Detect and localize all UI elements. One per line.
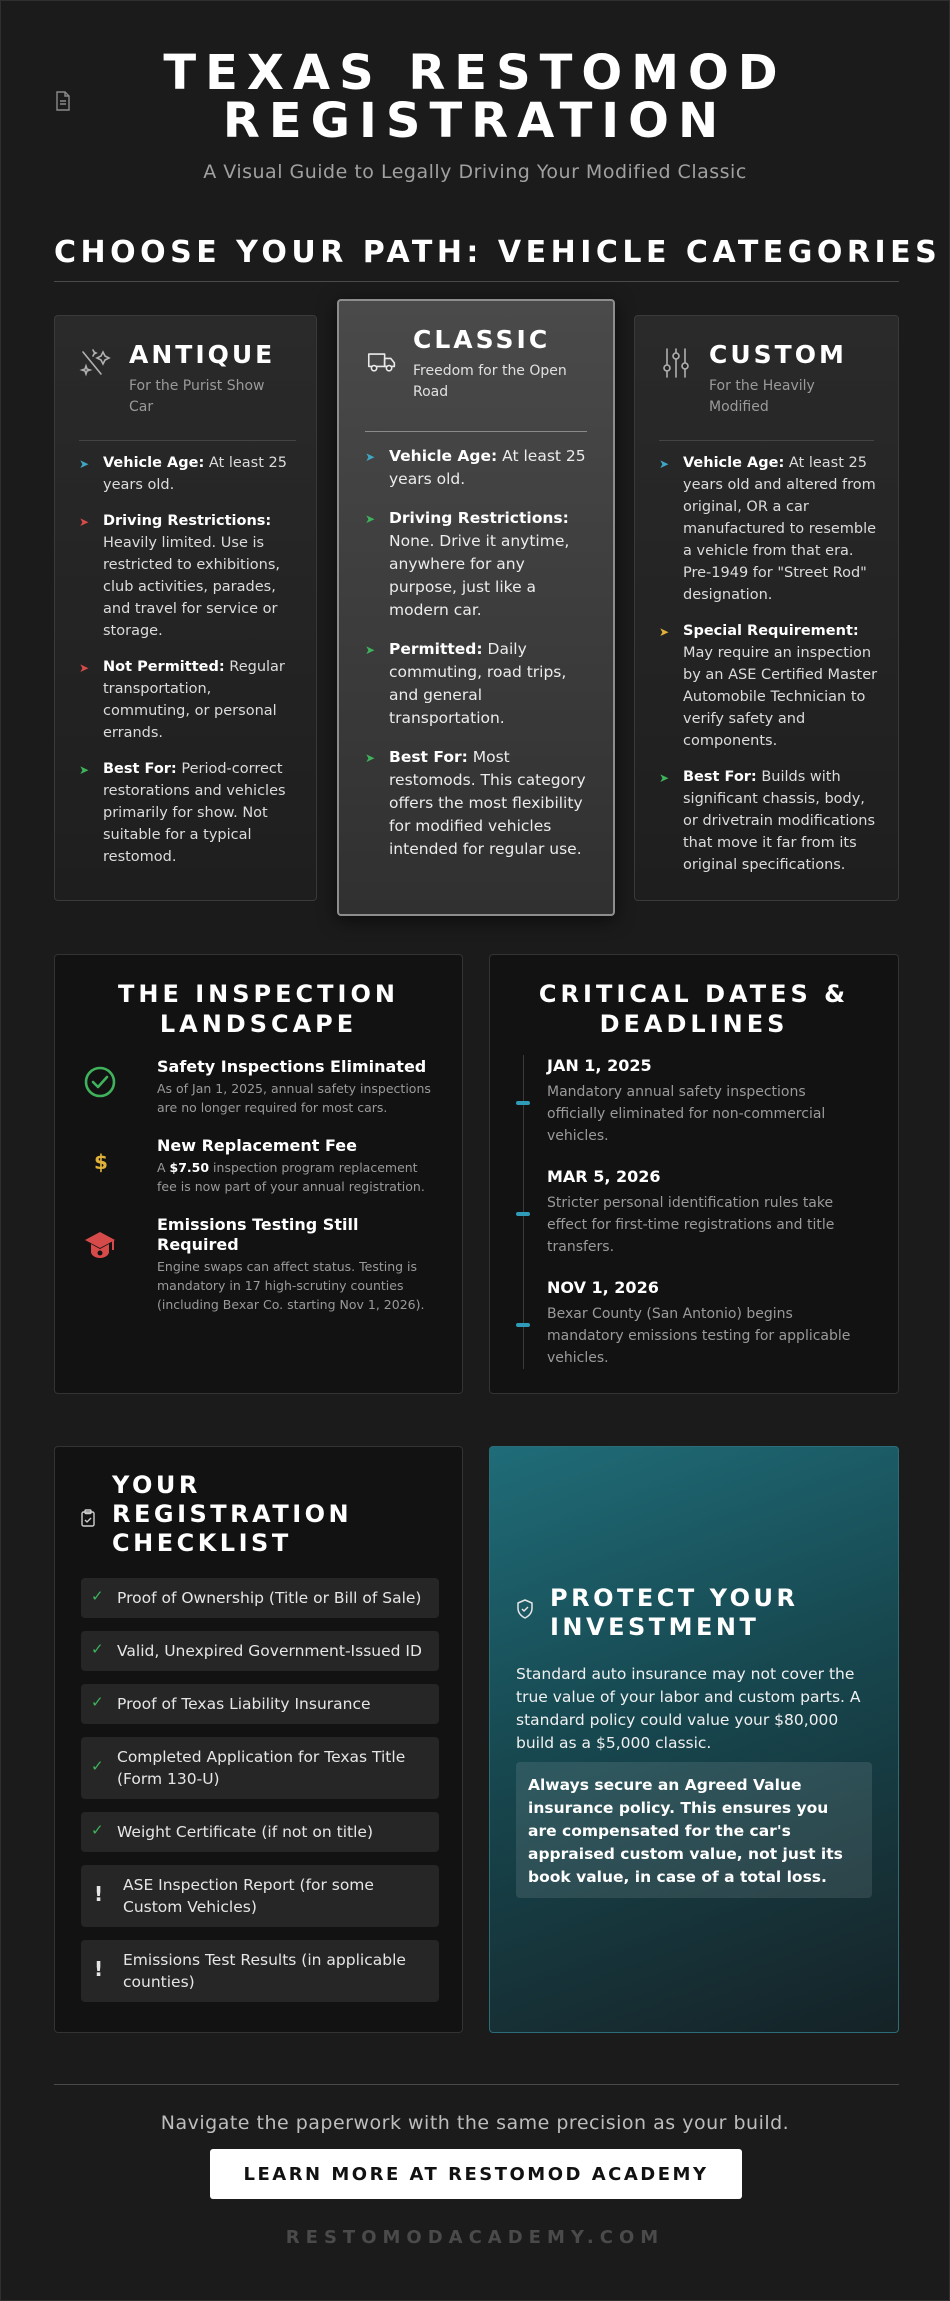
arrow-bullet-icon: ➤	[79, 457, 90, 471]
sliders-icon	[659, 346, 693, 380]
inspection-item-title: New Replacement Fee	[157, 1136, 357, 1155]
arrow-bullet-icon: ➤	[79, 515, 90, 529]
sparkle-icon	[79, 346, 113, 380]
page-subtitle: A Visual Guide to Legally Driving Your Modified Classic	[203, 161, 747, 183]
category-details	[659, 452, 880, 890]
category-tagline: For the Heavily Modified	[709, 378, 815, 415]
arrow-bullet-icon: ➤	[79, 661, 90, 675]
timeline-desc: Bexar County (San Antonio) begins mandatory emissions testing for applicable vehicles.	[547, 1306, 851, 1366]
arrow-bullet-icon: ➤	[365, 751, 376, 765]
checklist-item[interactable]	[81, 1940, 439, 2002]
footer-tagline: Navigate the paperwork with the same precision as your build.	[160, 2112, 790, 2134]
list-item: ➤ Best For: Builds with significant chassis, body, or drivetrain modifications that move it far from its original specifications.	[659, 769, 876, 873]
category-details	[79, 452, 298, 882]
title-line-2: REGISTRATION	[222, 93, 728, 149]
list-item: ➤ Vehicle Age: At least 25 years old and altered from original, OR a car manufactured to resemble a vehicle from that era. Pre-1949 for "Street Rod" designation.	[659, 455, 877, 603]
card-divider	[659, 440, 874, 441]
list-item: ➤ Driving Restrictions: Heavily limited. Use is restricted to exhibitions, club activities, parades, and travel for service or storage.	[79, 513, 280, 639]
arrow-bullet-icon: ➤	[365, 450, 376, 464]
inspection-item-desc: A $7.50 inspection program replacement fee is now part of your annual registration.	[157, 1160, 425, 1194]
shield-check-icon	[516, 1599, 534, 1619]
arrow-bullet-icon: ➤	[659, 625, 670, 639]
truck-icon	[367, 347, 397, 377]
check-circle-icon	[83, 1065, 117, 1099]
inspection-item-title: Emissions Testing Still Required	[157, 1215, 359, 1254]
checklist-item-text: ASE Inspection Report (for some Custom Vehicles)	[123, 1876, 374, 1916]
checkmark-icon: ✓	[91, 1757, 104, 1775]
arrow-bullet-icon: ➤	[79, 763, 90, 777]
list-item: ➤ Best For: Period-correct restorations and vehicles primarily for show. Not suitable for a typical restomod.	[79, 761, 286, 865]
list-item: ➤ Not Permitted: Regular transportation, commuting, or personal errands.	[79, 659, 285, 741]
checkmark-icon: ✓	[91, 1640, 104, 1658]
inspection-item	[83, 1057, 438, 1117]
card-divider	[365, 431, 587, 432]
checkmark-icon: ✓	[91, 1821, 104, 1839]
timeline-desc: Stricter personal identification rules take effect for first-time registrations and title transfers.	[547, 1195, 835, 1255]
checklist-item-text: Weight Certificate (if not on title)	[117, 1823, 373, 1841]
checklist-title: YOUR REGISTRATION CHECKLIST	[112, 1471, 353, 1557]
timeline-item	[547, 1055, 868, 1147]
smog-icon	[83, 1229, 117, 1263]
timeline-marker	[516, 1101, 530, 1105]
category-card-antique	[54, 315, 317, 901]
panel-title: CRITICAL DATES & DEADLINES	[538, 980, 850, 1038]
list-item: ➤ Vehicle Age: At least 25 years old.	[365, 447, 586, 488]
list-item: ➤ Driving Restrictions: None. Drive it anytime, anywhere for any purpose, just like a modern car.	[365, 509, 570, 619]
category-name: CUSTOM	[709, 340, 847, 369]
arrow-bullet-icon: ➤	[659, 771, 670, 785]
card-divider	[79, 440, 296, 441]
title-line-1: TEXAS RESTOMOD	[163, 45, 787, 101]
list-item: ➤ Permitted: Daily commuting, road trips, and general transportation.	[365, 640, 567, 727]
timeline-item	[547, 1277, 868, 1369]
inspection-item	[83, 1136, 438, 1196]
list-item: ➤ Vehicle Age: At least 25 years old.	[79, 455, 287, 493]
timeline-desc: Mandatory annual safety inspections officially eliminated for non-commercial vehicles.	[547, 1084, 826, 1144]
section-divider	[54, 281, 899, 282]
timeline-item	[547, 1166, 868, 1258]
page-title	[1, 45, 949, 149]
arrow-bullet-icon: ➤	[365, 643, 376, 657]
dates-panel	[489, 954, 899, 1394]
checklist-item-text: Completed Application for Texas Title (Form 130-U)	[117, 1748, 406, 1788]
checklist-item[interactable]	[81, 1578, 439, 1618]
svg-text:$: $	[94, 1150, 108, 1174]
protect-callout: Always secure an Agreed Value insurance policy. This ensures you are compensated for the car's appraised custom value, not just its book value, in case of a total loss.	[516, 1762, 872, 1898]
category-card-custom	[634, 315, 899, 901]
list-item: ➤ Special Requirement: May require an inspection by an ASE Certified Master Automobile Technician to verify safety and components.	[659, 623, 878, 749]
checklist-item[interactable]	[81, 1684, 439, 1724]
checklist-item[interactable]	[81, 1812, 439, 1852]
checklist-item-text: Emissions Test Results (in applicable counties)	[123, 1951, 406, 1991]
exclamation-icon: !	[94, 1882, 104, 1906]
checklist-item[interactable]	[81, 1865, 439, 1927]
arrow-bullet-icon: ➤	[659, 457, 670, 471]
timeline-marker	[516, 1212, 530, 1216]
category-card-classic	[337, 299, 615, 916]
category-tagline: For the Purist Show Car	[129, 378, 265, 415]
panel-title: THE INSPECTION LANDSCAPE	[118, 980, 399, 1038]
checklist-item[interactable]	[81, 1631, 439, 1671]
checklist-item[interactable]	[81, 1737, 439, 1799]
dollar-icon	[83, 1144, 117, 1178]
inspection-panel	[54, 954, 463, 1394]
list-item: ➤ Best For: Most restomods. This category offers the most flexibility for modified vehicles intended for regular use.	[365, 748, 586, 858]
category-tagline: Freedom for the Open Road	[413, 363, 567, 400]
timeline-date: JAN 1, 2025	[547, 1056, 652, 1075]
inspection-item-desc: As of Jan 1, 2025, annual safety inspections are no longer required for most cars.	[157, 1081, 431, 1115]
timeline-date: MAR 5, 2026	[547, 1167, 661, 1186]
protect-text: Standard auto insurance may not cover the true value of your labor and custom parts. A standard policy could value your $80,000 build as a $5,000 classic.	[516, 1665, 861, 1752]
learn-more-button[interactable]: LEARN MORE AT RESTOMOD ACADEMY	[210, 2149, 742, 2199]
protect-panel	[489, 1446, 899, 2033]
category-name: ANTIQUE	[129, 340, 276, 369]
checkmark-icon: ✓	[91, 1587, 104, 1605]
footer-url[interactable]: RESTOMODACADEMY.COM	[285, 2227, 665, 2248]
checklist-panel	[54, 1446, 463, 2033]
footer-divider	[54, 2084, 899, 2085]
protect-title: PROTECT YOUR INVESTMENT	[550, 1584, 799, 1641]
inspection-item-title: Safety Inspections Eliminated	[157, 1057, 427, 1076]
inspection-item	[83, 1215, 438, 1314]
categories-heading: CHOOSE YOUR PATH: VEHICLE CATEGORIES	[54, 235, 942, 270]
checkmark-icon: ✓	[91, 1693, 104, 1711]
category-details	[365, 445, 593, 877]
category-name: CLASSIC	[413, 325, 551, 354]
checklist-item-text: Proof of Ownership (Title or Bill of Sale)	[117, 1589, 422, 1607]
clipboard-icon	[81, 1509, 95, 1527]
exclamation-icon: !	[94, 1957, 104, 1981]
inspection-item-desc: Engine swaps can affect status. Testing is mandatory in 17 high-scrutiny counties (including Bexar Co. starting Nov 1, 2026).	[157, 1259, 425, 1312]
timeline-date: NOV 1, 2026	[547, 1278, 659, 1297]
arrow-bullet-icon: ➤	[365, 512, 376, 526]
timeline-marker	[516, 1323, 530, 1327]
checklist-item-text: Proof of Texas Liability Insurance	[117, 1695, 371, 1713]
checklist-item-text: Valid, Unexpired Government-Issued ID	[117, 1642, 422, 1660]
